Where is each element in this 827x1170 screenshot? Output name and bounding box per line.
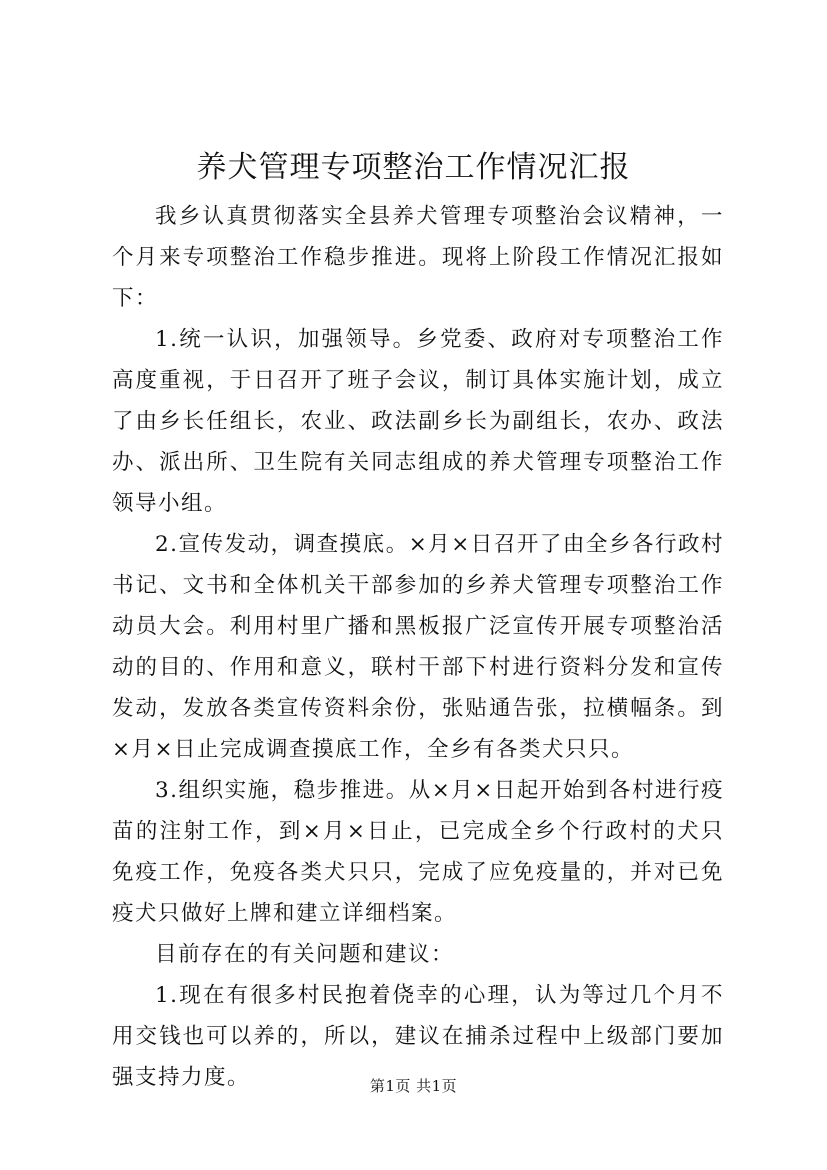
document-title: 养犬管理专项整治工作情况汇报 xyxy=(196,150,631,185)
paragraph-item-2: 2.宣传发动，调查摸底。×月×日召开了由全乡各行政村书记、文书和全体机关干部参加的乡养犬管理专项整治工作动员大会。利用村里广播和黑板报广泛宣传开展专项整治活动的目的、作用和意义，联村干部下村进行资料分发和宣传发动，发放各类宣传资料余份，张贴通告张，拉横幅条。到×月×日止完成调查摸底工作，全乡有各类犬只只。 xyxy=(112,532,724,762)
paragraph-issue-1: 1.现在有很多村民抱着侥幸的心理，认为等过几个月不用交钱也可以养的，所以，建议在捕杀过程中上级部门要加强支持力度。 xyxy=(112,983,724,1090)
paragraph-intro: 我乡认真贯彻落实全县养犬管理专项整治会议精神，一个月来专项整治工作稳步推进。现将上阶段工作情况汇报如下： xyxy=(112,204,724,311)
paragraph-item-1: 1.统一认识，加强领导。乡党委、政府对专项整治工作高度重视，于日召开了班子会议，制订具体实施计划，成立了由乡长任组长，农业、政法副乡长为副组长，农办、政法办、派出所、卫生院有关同志组成的养犬管理专项整治工作领导小组。 xyxy=(112,327,724,516)
paragraph-item-3: 3.组织实施，稳步推进。从×月×日起开始到各村进行疫苗的注射工作，到×月×日止，已完成全乡个行政村的犬只免疫工作，免疫各类犬只只，完成了应免疫量的，并对已免疫犬只做好上牌和建立详细档案。 xyxy=(112,778,724,926)
paragraph-issues-heading: 目前存在的有关问题和建议： xyxy=(155,942,455,967)
document-body xyxy=(112,196,724,1098)
page-footer: 第1页 共1页 xyxy=(369,1077,458,1095)
